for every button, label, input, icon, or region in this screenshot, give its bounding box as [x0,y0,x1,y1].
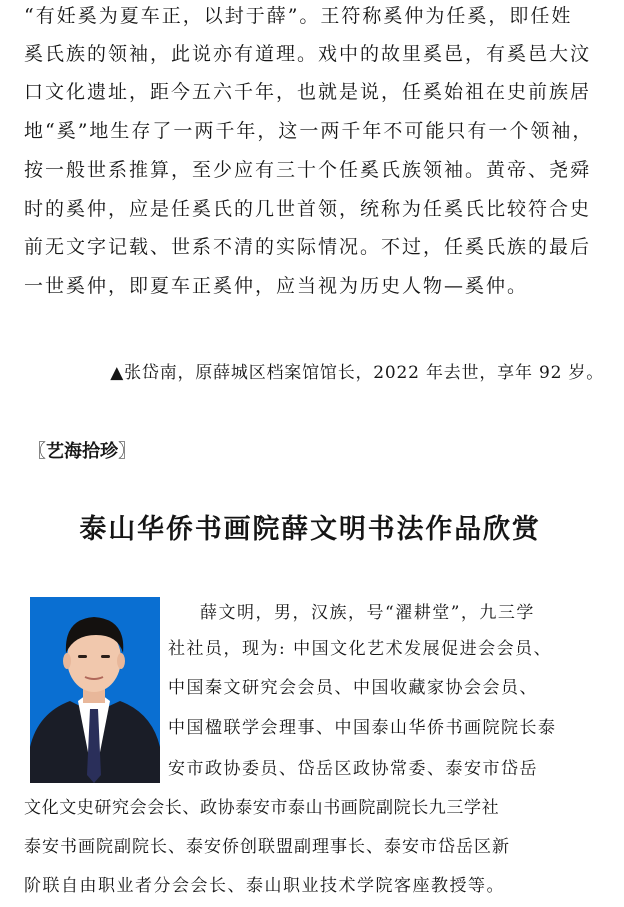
article-line: 一世奚仲，即夏车正奚仲，应当视为历史人物—奚仲。 [24,275,529,297]
bio-line: 安市政协委员、岱岳区政协常委、泰安市岱岳 [168,759,538,779]
article-line: 地“奚”地生存了一两千年，这一两千年不可能只有一个领袖， [24,120,594,142]
article-line: 时的奚仲，应是任奚氏的几世首领，统称为任奚氏比较符合史 [24,198,592,220]
bio-line: 薛文明，男，汉族，号“濯耕堂”，九三学 [200,603,535,623]
photo-caption: ▲张岱南，原薛城区档案馆馆长，2022 年去世，享年 92 岁。 [110,363,604,383]
article-line: 按一般世系推算，至少应有三十个任奚氏族领袖。黄帝、尧舜 [24,159,592,181]
article-headline: 泰山华侨书画院薛文明书法作品欣赏 [79,514,541,545]
bio-line: 中国楹联学会理事、中国泰山华侨书画院院长泰 [168,718,557,738]
bio-line: 泰安书画院副院长、泰安侨创联盟副理事长、泰安市岱岳区新 [24,837,510,857]
column-tag-open-bracket: 〖 [28,441,46,462]
article-line: “有妊奚为夏车正，以封于薛”。王符称奚仲为任奚，即任姓 [24,5,573,27]
portrait-right-eye [101,655,110,658]
article-line: 前无文字记载、世系不清的实际情况。不过，任奚氏族的最后 [24,236,592,258]
column-tag-text: 艺海拾珍 [46,441,118,462]
portrait-left-eye [78,655,87,658]
column-tag-close-bracket: 〗 [118,441,136,462]
bio-line: 社社员，现为: 中国文化艺术发展促进会会员、 [168,639,553,659]
column-tag [28,437,136,463]
portrait-left-ear [63,653,71,669]
bio-line: 文化文史研究会会长、政协泰安市泰山书画院副院长九三学社 [24,798,500,818]
portrait-right-ear [117,653,125,669]
article-line: 口文化遗址，距今五六千年，也就是说，任奚始祖在史前族居 [24,81,592,103]
bio-line: 中国秦文研究会会员、中国收藏家协会会员、 [168,678,538,698]
article-line: 奚氏族的领袖，此说亦有道理。戏中的故里奚邑，有奚邑大汶 [24,43,592,65]
bio-line: 阶联自由职业者分会会长、泰山职业技术学院客座教授等。 [24,876,505,896]
portrait-photo [30,597,160,783]
portrait-figure [30,597,160,783]
